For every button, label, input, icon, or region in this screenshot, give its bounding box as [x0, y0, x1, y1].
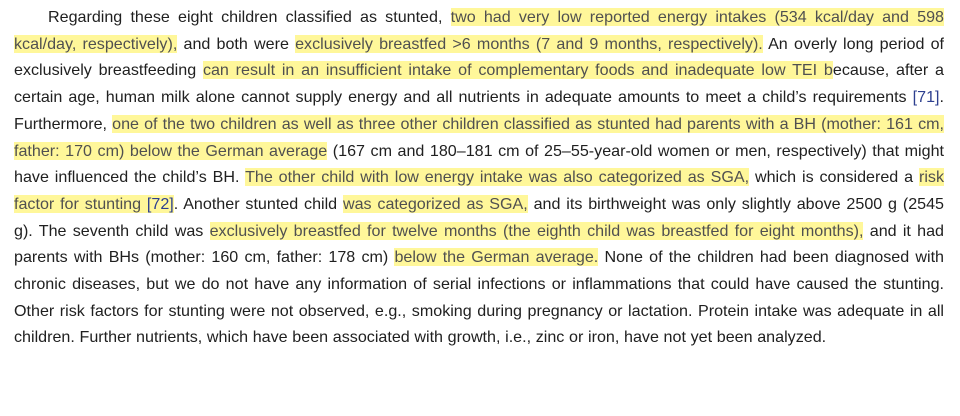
highlighted-text: two had very low reported energy intakes (534 kcal/day and 598 kcal/day, respectively), [14, 8, 944, 53]
highlighted-text: was categorized as SGA, [342, 194, 528, 213]
text-segment: . Furthermore, [14, 88, 944, 133]
highlighted-text: can result in an insufficient intake of complementary foods and inadequate low TEI b [202, 61, 833, 80]
text-segment: and its birthweight was only slightly above 2500 g (2545 g). The seventh child was [14, 194, 945, 240]
text-segment: . Another stunted child [173, 194, 343, 213]
text-segment: (167 cm and 180–181 cm of 25–55-year-old women or men, respectively) that might have influenced the child’s BH. [14, 141, 944, 187]
highlighted-text: exclusively breastfed >6 months (7 and 9 months, respectively). [295, 34, 763, 53]
highlighted-text: risk factor for stunting [14, 168, 945, 213]
text-segment: and it had parents with BHs (mother: 160 cm, father: 178 cm) [14, 221, 945, 267]
highlighted-text: exclusively breastfed for twelve months (the eighth child was breastfed for eight months), [209, 221, 864, 240]
body-paragraph [14, 4, 944, 351]
text-segment: None of the children had been diagnosed with chronic diseases, but we do not have any information of serial infections or inflammations that could have caused the stunting. Other risk factors for stunting were not observed, e.g., smoking during pregnancy or lactation. Protein intake was adequate in all children. Further nutrients, which have been associated with growth, i.e., zinc or iron, have not yet been analyzed. [14, 248, 944, 347]
highlighted-text: The other child with low energy intake was also categorized as SGA, [245, 168, 750, 187]
citation-link[interactable]: [71] [912, 88, 940, 107]
text-segment: which is considered a [749, 168, 919, 187]
highlighted-text: below the German average. [394, 248, 599, 267]
citation-link[interactable]: [72] [146, 194, 174, 213]
text-segment: An overly long period of exclusively breastfeeding [14, 34, 945, 80]
text-segment: Regarding these eight children classified as stunted, [48, 8, 451, 26]
text-segment: and both were [177, 34, 296, 53]
text-segment: ecause, after a certain age, human milk alone cannot supply energy and all nutrients in adequate amounts to meet a child’s requirements [14, 61, 944, 107]
highlighted-text: one of the two children as well as three other children classified as stunted had parents with a BH (mother: 161 cm, father: 170 cm) below the German average [14, 114, 944, 160]
